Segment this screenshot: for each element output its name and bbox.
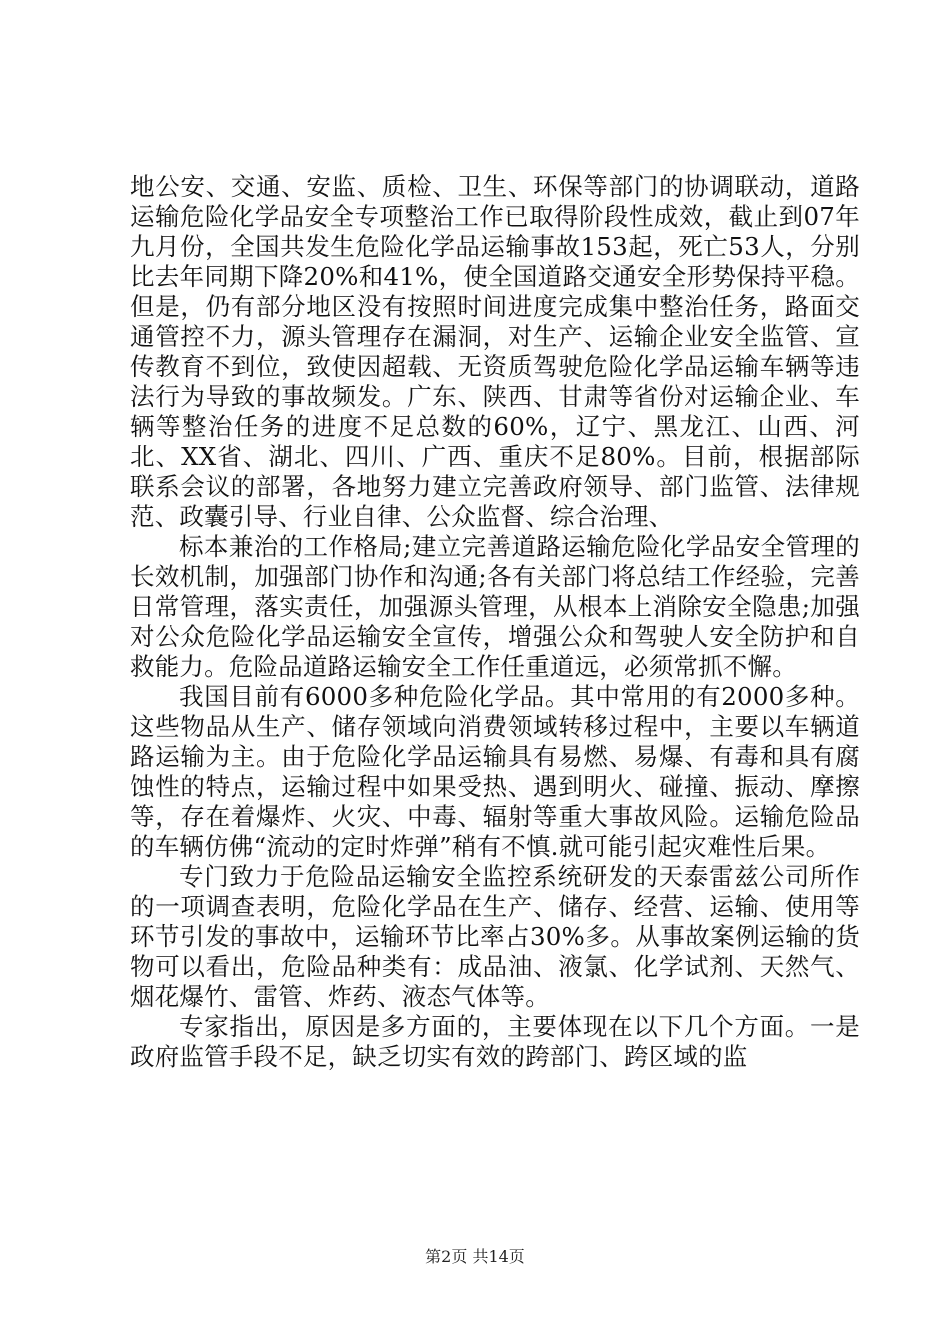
paragraph-5: 专家指出，原因是多方面的，主要体现在以下几个方面。一是政府监管手段不足，缺乏切实有效的跨部门、跨区域的监 [130, 1012, 860, 1071]
paragraph-2: 标本兼治的工作格局;建立完善道路运输危险化学品安全管理的长效机制，加强部门协作和沟通;各有关部门将总结工作经验，完善日常管理，落实责任，加强源头管理，从根本上消除安全隐患;加强对公众危险化学品运输安全宣传，增强公众和驾驶人安全防护和自救能力。危险品道路运输安全工作任重道远，必须常抓不懈。 [130, 532, 860, 681]
paragraph-4: 专门致力于危险品运输安全监控系统研发的天泰雷兹公司所作的一项调查表明，危险化学品在生产、储存、经营、运输、使用等环节引发的事故中，运输环节比率占30%多。从事故案例运输的货物可以看出，危险品种类有：成品油、液氯、化学试剂、天然气、烟花爆竹、雷管、炸药、液态气体等。 [130, 862, 860, 1011]
page-number-footer: 第2页 共14页 [425, 1247, 525, 1266]
paragraph-3: 我国目前有6000多种危险化学品。其中常用的有2000多种。这些物品从生产、储存领域向消费领域转移过程中，主要以车辆道路运输为主。由于危险化学品运输具有易燃、易爆、有毒和具有腐蚀性的特点，运输过程中如果受热、遇到明火、碰撞、振动、摩擦等，存在着爆炸、火灾、中毒、辐射等重大事故风险。运输危险品的车辆仿佛“流动的定时炸弹”稍有不慎.就可能引起灾难性后果。 [130, 682, 860, 861]
paragraph-1: 地公安、交通、安监、质检、卫生、环保等部门的协调联动，道路运输危险化学品安全专项整治工作已取得阶段性成效，截止到07年九月份，全国共发生危险化学品运输事故153起，死亡53人，分别比去年同期下降20%和41%，使全国道路交通安全形势保持平稳。但是，仍有部分地区没有按照时间进度完成集中整治任务，路面交通管控不力，源头管理存在漏洞，对生产、运输企业安全监管、宣传教育不到位，致使因超载、无资质驾驶危险化学品运输车辆等违法行为导致的事故频发。广东、陕西、甘肃等省份对运输企业、车辆等整治任务的进度不足总数的60%，辽宁、黑龙江、山西、河北、XX省、湖北、四川、广西、重庆不足80%。目前，根据部际联系会议的部署，各地努力建立完善政府领导、部门监管、法律规范、政囊引导、行业自律、公众监督、综合治理、 [130, 172, 860, 531]
document-body [130, 172, 860, 1072]
